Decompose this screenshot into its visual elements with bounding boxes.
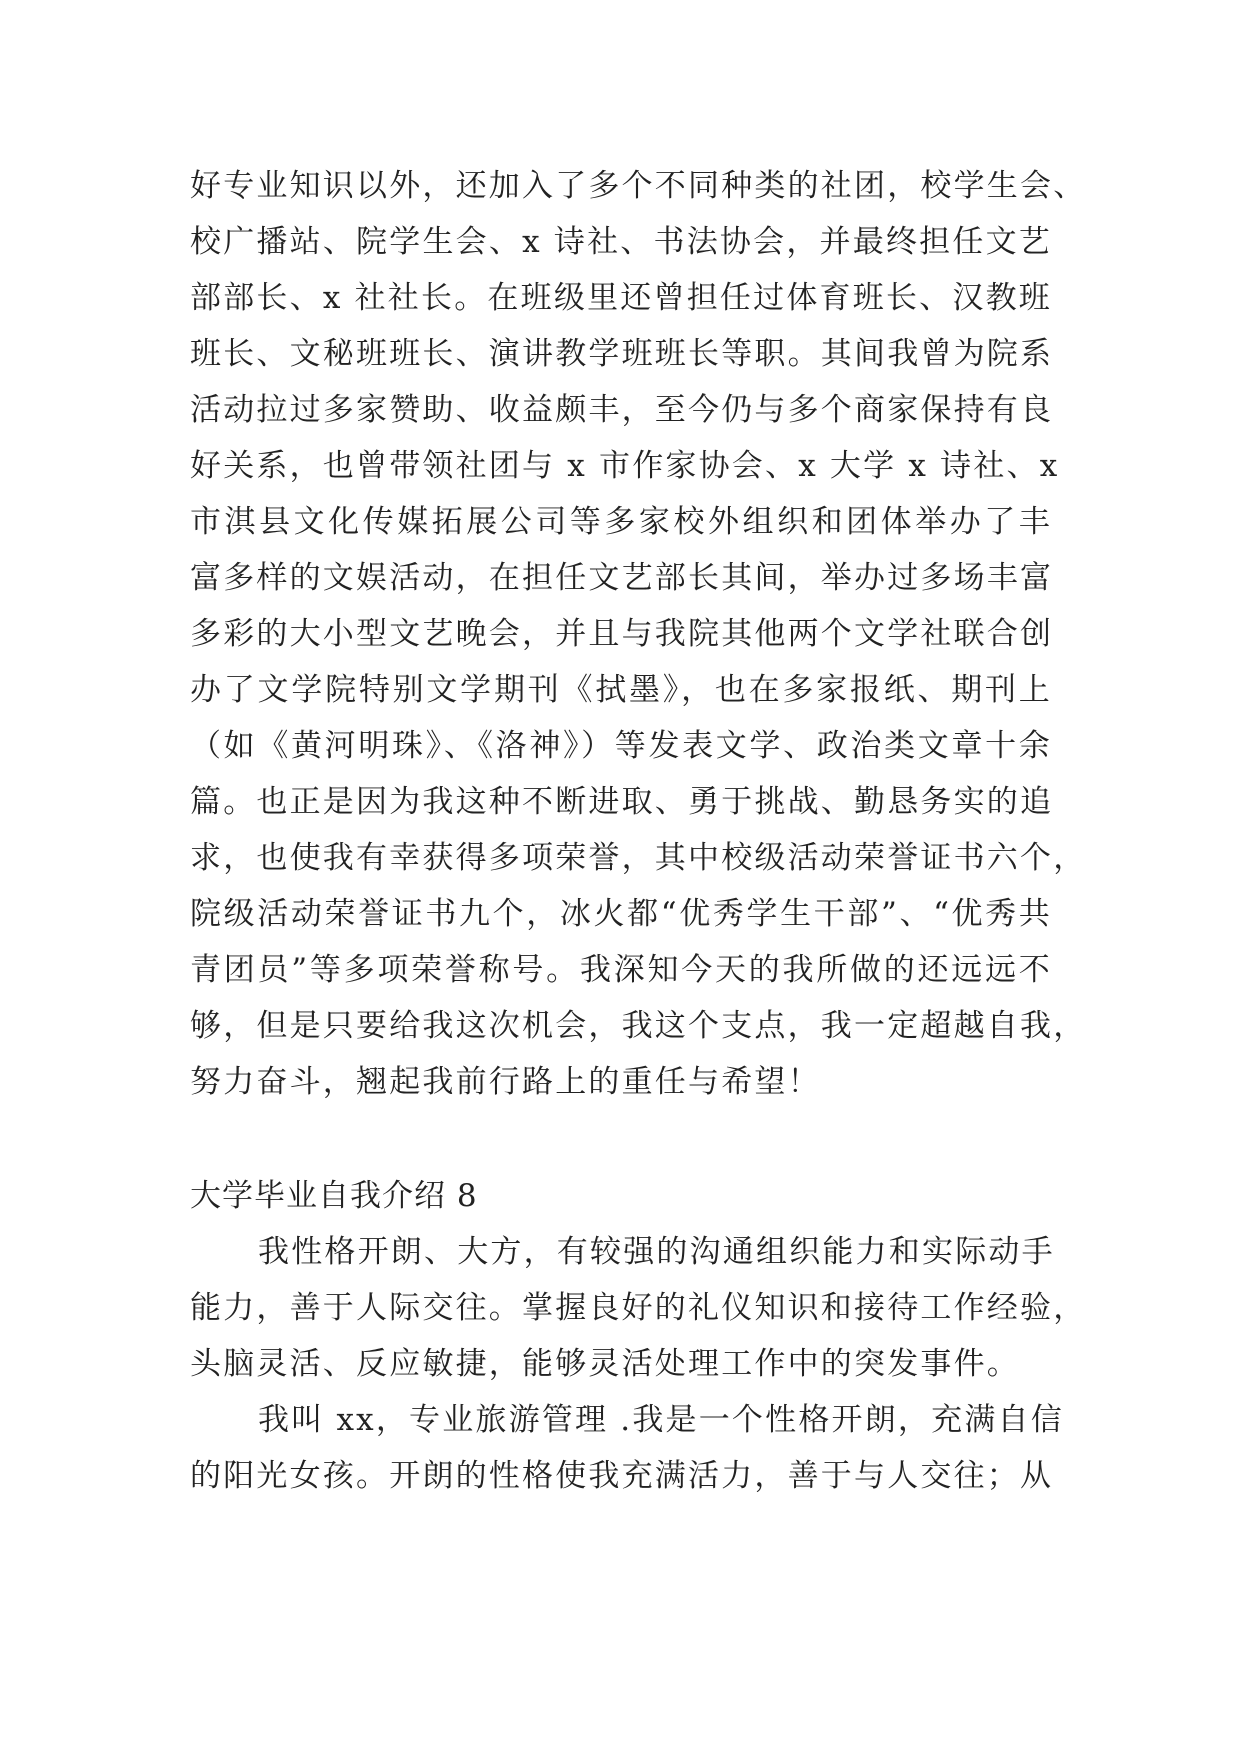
text-line: 市淇县文化传媒拓展公司等多家校外组织和团体举办了丰 [190,504,1052,540]
text-line: 院级活动荣誉证书九个，冰火都“优秀学生干部”、“优秀共 [190,896,1052,932]
text-line: 富多样的文娱活动，在担任文艺部长其间，举办过多场丰富 [190,560,1054,596]
text-line: 头脑灵活、反应敏捷，能够灵活处理工作中的突发事件。 [190,1346,1020,1382]
text-line: 校广播站、院学生会、x 诗社、书法协会，并最终担任文艺 [190,224,1052,260]
text-line: 的阳光女孩。开朗的性格使我充满活力，善于与人交往；从 [190,1458,1054,1494]
text-line: 好专业知识以外，还加入了多个不同种类的社团，校学生会、 [190,168,1087,204]
paragraph-2 [190,1224,1087,1392]
text-line: 我性格开朗、大方，有较强的沟通组织能力和实际动手 [258,1234,1055,1270]
text-line: 多彩的大小型文艺晚会，并且与我院其他两个文学社联合创 [190,616,1054,652]
text-line: 能力，善于人际交往。掌握良好的礼仪知识和接待工作经验， [190,1290,1087,1326]
text-line: 办了文学院特别文学期刊《拭墨》，也在多家报纸、期刊上 [190,672,1052,708]
text-line: 青团员”等多项荣誉称号。我深知今天的我所做的还远远不 [190,952,1052,988]
section-spacer [190,1110,1052,1168]
paragraph-3 [190,1392,1064,1504]
text-line: 我叫 xx，专业旅游管理 .我是一个性格开朗，充满自信 [258,1402,1064,1438]
text-line: 求，也使我有幸获得多项荣誉，其中校级活动荣誉证书六个， [190,840,1087,876]
paragraph-1 [190,158,1087,1110]
text-line: 活动拉过多家赞助、收益颇丰，至今仍与多个商家保持有良 [190,392,1054,428]
text-line: 够，但是只要给我这次机会，我这个支点，我一定超越自我， [190,1008,1087,1044]
text-line: 篇。也正是因为我这种不断进取、勇于挑战、勤恳务实的追 [190,784,1054,820]
text-line: 班长、文秘班班长、演讲教学班班长等职。其间我曾为院系 [190,336,1054,372]
text-line: 努力奋斗，翘起我前行路上的重任与希望！ [190,1064,821,1100]
section-heading: 大学毕业自我介绍 8 [190,1178,478,1214]
document-body [190,158,1087,1504]
text-line: （如《黄河明珠》、《洛神》）等发表文学、政治类文章十余 [190,728,1052,764]
text-line: 部部长、x 社社长。在班级里还曾担任过体育班长、汉教班 [190,280,1052,316]
text-line: 好关系，也曾带领社团与 x 市作家协会、x 大学 x 诗社、x [190,448,1060,484]
